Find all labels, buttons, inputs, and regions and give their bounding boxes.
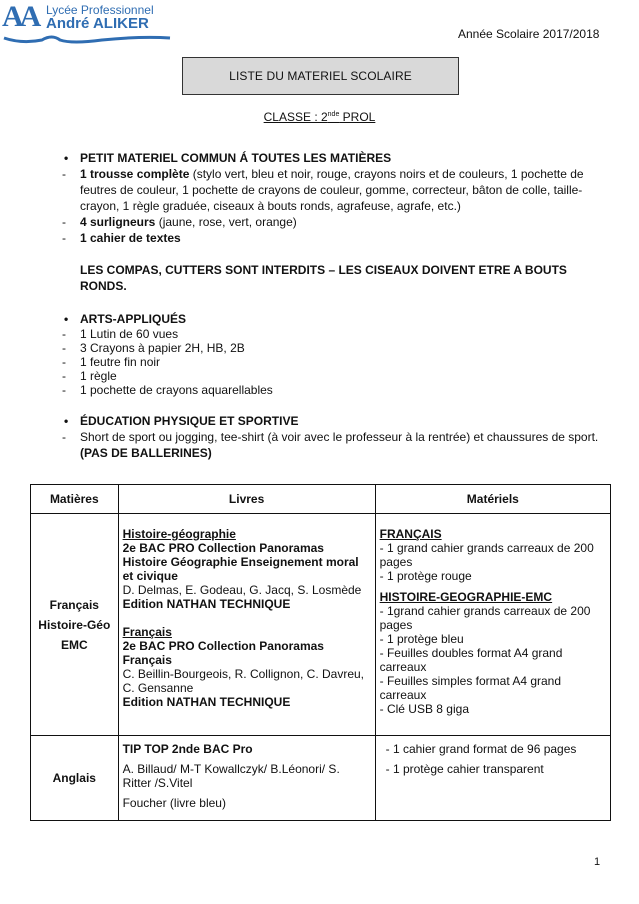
logo-initials: AA xyxy=(2,0,38,33)
list-item: - 1 cahier de textes xyxy=(62,231,181,245)
materials-table xyxy=(30,484,611,821)
book-line: TIP TOP 2nde BAC Pro xyxy=(122,742,253,756)
book-line: 2e BAC PRO Collection Panoramas xyxy=(122,639,324,653)
header-livres: Livres xyxy=(118,485,375,514)
class-suffix: PROL xyxy=(339,110,376,124)
table-row xyxy=(31,736,611,821)
material-item: - 1 cahier grand format de 96 pages xyxy=(385,742,577,756)
list-item: - 1 trousse complète (stylo vert, bleu et noir, rouge, crayons noirs et de couleurs, 1 pochette de feutres de couleur, 1 pochette de crayons de couleur, gomme, correcteur, bâton de colle, taille-crayon, 1 règle graduée, ciseaux à bouts ronds, agrafeuse, agrafe, etc.) xyxy=(62,167,584,213)
materials-cell xyxy=(375,736,610,821)
list-item: - 1 règle xyxy=(62,369,117,383)
list-item: - 3 Crayons à papier 2H, HB, 2B xyxy=(62,341,245,355)
logo-line1: Lycée Professionnel xyxy=(46,3,154,17)
book-line: 2e BAC PRO Collection Panoramas xyxy=(122,541,324,555)
logo-wave-icon xyxy=(2,32,172,46)
book-line: Histoire Géographie Enseignement moral et civique xyxy=(122,555,359,583)
material-item: - Clé USB 8 giga xyxy=(379,702,469,716)
subject-cell xyxy=(31,514,119,736)
document-title-box xyxy=(182,57,459,95)
material-item: - 1 grand cahier grands carreaux de 200 pages xyxy=(379,541,594,569)
books-cell xyxy=(118,736,375,821)
list-item: - 4 surligneurs (jaune, rose, vert, orange) xyxy=(62,215,297,229)
header-materiels: Matériels xyxy=(375,485,610,514)
material-item: - 1 protège cahier transparent xyxy=(385,762,544,776)
materials-cell xyxy=(375,514,610,736)
list-item: - Short de sport ou jogging, tee-shirt (à voir avec le professeur à la rentrée) et chaussures de sport. (PAS DE BALLERINES) xyxy=(62,430,599,460)
class-sup: nde xyxy=(327,111,340,118)
book-line: Français xyxy=(122,653,172,667)
list-item: - 1 Lutin de 60 vues xyxy=(62,327,179,341)
book-authors: C. Beillin-Bourgeois, R. Collignon, C. Davreu, C. Gensanne xyxy=(122,667,365,695)
book-editor: Edition NATHAN TECHNIQUE xyxy=(122,597,291,611)
list-item: - 1 feutre fin noir xyxy=(62,355,161,369)
section-eps xyxy=(62,413,602,461)
subject-name: Français xyxy=(49,597,99,612)
subject-cell: Anglais xyxy=(31,736,119,821)
section-commun xyxy=(62,150,602,294)
section-arts xyxy=(62,311,602,397)
material-item: - 1 protège rouge xyxy=(379,569,472,583)
school-year: Année Scolaire 2017/2018 xyxy=(458,27,600,41)
book-editor: Foucher (livre bleu) xyxy=(122,796,226,810)
table-row xyxy=(31,514,611,736)
class-prefix: CLASSE : 2 xyxy=(263,110,328,124)
class-label xyxy=(0,110,639,124)
header-matieres: Matières xyxy=(31,485,119,514)
book-subject-title: Français xyxy=(122,625,172,639)
school-logo xyxy=(2,2,172,46)
material-item: - Feuilles doubles format A4 grand carreaux xyxy=(379,646,563,674)
subject-name: Histoire-Géo xyxy=(38,617,111,632)
section-heading: • PETIT MATERIEL COMMUN Á TOUTES LES MATIÈRES xyxy=(62,150,602,166)
material-item: - 1 protège bleu xyxy=(379,632,464,646)
material-subject-title: HISTOIRE-GEOGRAPHIE-EMC xyxy=(379,590,553,604)
book-authors: A. Billaud/ M-T Kowallczyk/ B.Léonori/ S. Ritter /S.Vitel xyxy=(122,762,340,790)
logo-line2: André ALIKER xyxy=(46,15,149,32)
document-title: LISTE DU MATERIEL SCOLAIRE xyxy=(229,69,412,83)
section-heading: • ÉDUCATION PHYSIQUE ET SPORTIVE xyxy=(62,413,602,429)
book-subject-title: Histoire-géographie xyxy=(122,527,236,541)
material-item: - Feuilles simples format A4 grand carreaux xyxy=(379,674,562,702)
material-item: - 1grand cahier grands carreaux de 200 pages xyxy=(379,604,591,632)
book-authors: D. Delmas, E. Godeau, G. Jacq, S. Losmède xyxy=(122,583,362,597)
material-subject-title: FRANÇAIS xyxy=(379,527,442,541)
page-number: 1 xyxy=(594,856,601,868)
warning-text: LES COMPAS, CUTTERS SONT INTERDITS – LES CISEAUX DOIVENT ETRE A BOUTS RONDS. xyxy=(80,263,567,293)
section-heading: • ARTS-APPLIQUÉS xyxy=(62,311,602,327)
books-cell xyxy=(118,514,375,736)
table-header-row xyxy=(31,485,611,514)
list-item: - 1 pochette de crayons aquarellables xyxy=(62,383,273,397)
book-editor: Edition NATHAN TECHNIQUE xyxy=(122,695,291,709)
subject-name: EMC xyxy=(60,637,88,652)
